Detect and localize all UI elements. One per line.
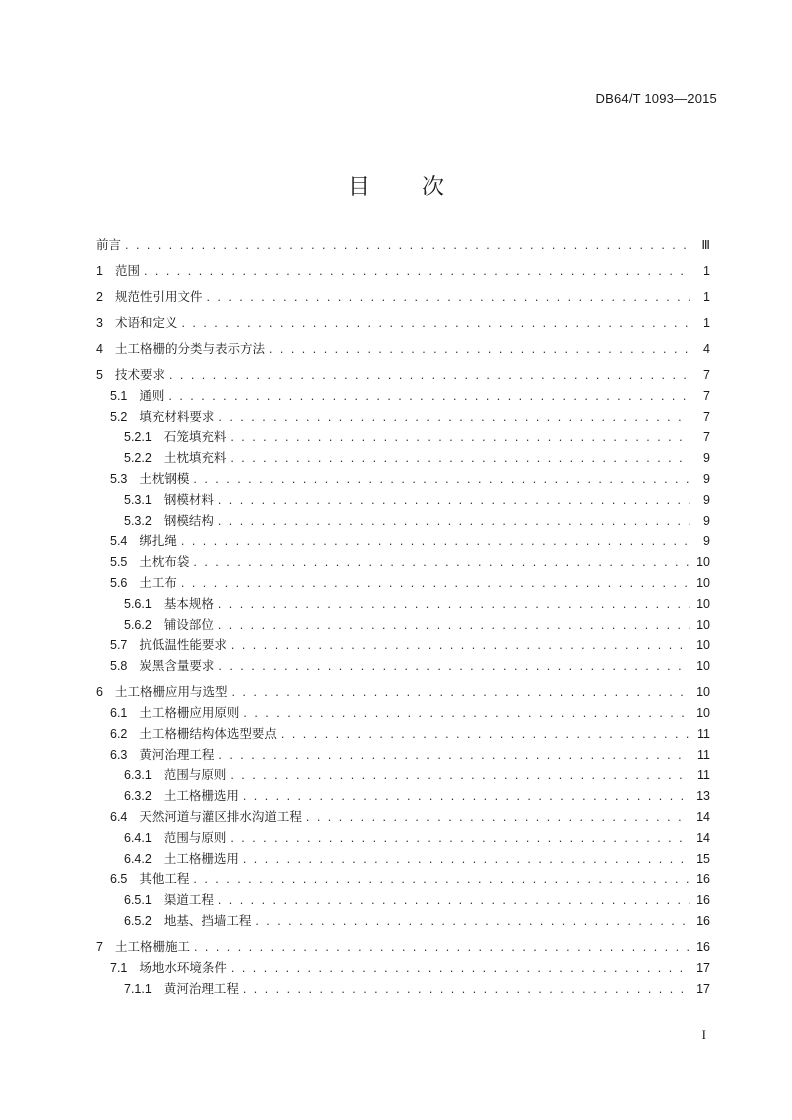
toc-entry[interactable] bbox=[96, 467, 710, 488]
toc-leader-dots bbox=[269, 340, 690, 358]
toc-entry-number: 7.1.1 bbox=[124, 981, 152, 996]
toc-entry-page: 11 bbox=[697, 726, 710, 741]
toc-leader-dots bbox=[193, 870, 690, 888]
toc-leader-dots bbox=[218, 891, 690, 909]
toc-entry-page: 15 bbox=[696, 851, 710, 866]
toc-leader-dots bbox=[168, 387, 690, 405]
toc-entry-title: 土工格栅结构体选型要点 bbox=[139, 725, 277, 741]
toc-entry[interactable] bbox=[96, 571, 710, 592]
toc-entry-number: 7.1 bbox=[110, 960, 128, 975]
title-char-1: 目 bbox=[347, 175, 370, 200]
toc-leader-dots bbox=[243, 980, 690, 998]
toc-entry[interactable] bbox=[96, 675, 710, 701]
toc-entry-title: 基本规格 bbox=[163, 595, 214, 611]
toc-entry-page: 10 bbox=[696, 596, 710, 611]
toc-entry[interactable] bbox=[96, 592, 710, 613]
toc-entry-number: 5 bbox=[96, 368, 103, 382]
toc-entry-number: 5.4 bbox=[110, 534, 128, 549]
toc-entry-number: 5.7 bbox=[110, 638, 128, 653]
toc-leader-dots bbox=[231, 636, 690, 654]
toc-entry-number: 6.4 bbox=[110, 809, 128, 824]
toc-leader-dots bbox=[218, 657, 690, 675]
toc-entry[interactable] bbox=[96, 254, 710, 280]
toc-entry-page: 7 bbox=[703, 409, 710, 424]
toc-entry-title: 土工格栅的分类与表示方法 bbox=[114, 341, 265, 356]
toc-entry-title: 土工格栅应用与选型 bbox=[114, 684, 228, 700]
toc-entry-title: 绑扎绳 bbox=[139, 533, 177, 549]
toc-entry-number: 5.6 bbox=[110, 575, 128, 590]
toc-entry-number: 5.2.1 bbox=[124, 430, 152, 445]
toc-leader-dots bbox=[218, 616, 690, 634]
toc-entry-number: 5.6.1 bbox=[124, 596, 152, 611]
toc-leader-dots bbox=[181, 574, 690, 592]
toc-entry[interactable] bbox=[96, 488, 710, 509]
page-number: I bbox=[701, 1027, 706, 1042]
toc-entry-title: 地基、挡墙工程 bbox=[163, 912, 252, 928]
toc-entry-page: 9 bbox=[703, 471, 710, 486]
toc-leader-dots bbox=[125, 236, 690, 254]
toc-entry-number: 6.1 bbox=[110, 705, 128, 720]
toc-entry-number: 1 bbox=[96, 264, 103, 278]
toc-entry-title: 抗低温性能要求 bbox=[139, 637, 227, 653]
toc-entry[interactable] bbox=[96, 634, 710, 655]
toc-entry-number: 5.1 bbox=[110, 388, 128, 403]
toc-entry-page: 10 bbox=[696, 659, 710, 674]
toc-entry-number: 6.4.1 bbox=[124, 830, 152, 845]
toc-leader-dots bbox=[230, 766, 690, 784]
toc-entry-title: 填充材料要求 bbox=[139, 408, 215, 424]
toc-entry-number: 6.5.2 bbox=[124, 913, 152, 928]
toc-entry-page: 14 bbox=[696, 830, 710, 845]
toc-leader-dots bbox=[255, 912, 690, 930]
toc-entry-number: 6.2 bbox=[110, 726, 128, 741]
table-of-contents bbox=[96, 228, 710, 998]
toc-entry-page: 10 bbox=[696, 575, 710, 590]
toc-entry-title: 铺设部位 bbox=[163, 616, 214, 632]
toc-entry-number: 5.3.1 bbox=[124, 492, 152, 507]
toc-entry[interactable] bbox=[96, 358, 710, 384]
toc-entry[interactable] bbox=[96, 956, 710, 977]
toc-entry-page: 1 bbox=[703, 264, 710, 278]
page-title bbox=[0, 170, 792, 201]
toc-entry-number: 5.2 bbox=[110, 409, 128, 424]
toc-entry[interactable] bbox=[96, 405, 710, 426]
toc-entry-page: 10 bbox=[696, 555, 710, 570]
toc-entry-page: 10 bbox=[696, 638, 710, 653]
toc-entry-page: 17 bbox=[696, 960, 710, 975]
toc-leader-dots bbox=[231, 683, 690, 701]
toc-entry-title: 土枕布袋 bbox=[139, 554, 190, 570]
toc-entry-page: 9 bbox=[703, 513, 710, 528]
toc-entry-number: 7 bbox=[96, 939, 103, 954]
toc-entry-title: 渠道工程 bbox=[163, 892, 214, 908]
toc-entry[interactable] bbox=[96, 764, 710, 785]
toc-entry[interactable] bbox=[96, 509, 710, 530]
toc-entry[interactable] bbox=[96, 530, 710, 551]
toc-entry-number: 5.6.2 bbox=[124, 617, 152, 632]
toc-leader-dots bbox=[206, 288, 690, 306]
toc-leader-dots bbox=[243, 787, 690, 805]
toc-entry[interactable] bbox=[96, 280, 710, 306]
toc-entry[interactable] bbox=[96, 306, 710, 332]
toc-entry-number: 4 bbox=[96, 342, 103, 356]
toc-leader-dots bbox=[231, 959, 690, 977]
toc-entry[interactable] bbox=[96, 228, 710, 254]
toc-entry-page: Ⅲ bbox=[701, 238, 710, 252]
toc-entry-number: 6.5 bbox=[110, 872, 128, 887]
toc-entry-page: 13 bbox=[696, 789, 710, 804]
toc-leader-dots bbox=[194, 938, 690, 956]
toc-entry-title: 钢模材料 bbox=[163, 491, 214, 507]
toc-leader-dots bbox=[218, 491, 690, 509]
toc-entry-title: 钢模结构 bbox=[163, 512, 214, 528]
toc-entry-page: 16 bbox=[696, 939, 710, 954]
toc-entry-number: 5.5 bbox=[110, 555, 128, 570]
toc-leader-dots bbox=[144, 262, 690, 280]
toc-leader-dots bbox=[230, 449, 690, 467]
toc-entry-title: 黄河治理工程 bbox=[163, 980, 239, 996]
toc-entry[interactable] bbox=[96, 426, 710, 447]
toc-entry-page: 9 bbox=[703, 492, 710, 507]
toc-entry-title: 范围与原则 bbox=[163, 829, 227, 845]
toc-entry[interactable] bbox=[96, 743, 710, 764]
toc-entry[interactable] bbox=[96, 384, 710, 405]
toc-leader-dots bbox=[243, 850, 690, 868]
toc-entry-title: 土工格栅施工 bbox=[114, 938, 190, 954]
toc-entry-title: 通则 bbox=[139, 387, 165, 403]
toc-leader-dots bbox=[230, 428, 690, 446]
toc-entry[interactable] bbox=[96, 888, 710, 909]
toc-entry-title: 术语和定义 bbox=[114, 315, 178, 330]
toc-entry[interactable] bbox=[96, 805, 710, 826]
toc-entry-number: 6.3.1 bbox=[124, 768, 152, 783]
toc-leader-dots bbox=[181, 314, 690, 332]
toc-entry[interactable] bbox=[96, 784, 710, 805]
toc-entry[interactable] bbox=[96, 332, 710, 358]
toc-entry[interactable] bbox=[96, 909, 710, 930]
toc-leader-dots bbox=[181, 532, 690, 550]
toc-entry-title: 炭黑含量要求 bbox=[139, 658, 215, 674]
toc-entry[interactable] bbox=[96, 654, 710, 675]
toc-entry-title: 土工格栅应用原则 bbox=[139, 704, 240, 720]
toc-entry-page: 1 bbox=[703, 290, 710, 304]
toc-leader-dots bbox=[243, 704, 690, 722]
toc-entry[interactable] bbox=[96, 930, 710, 956]
toc-entry-page: 11 bbox=[697, 768, 710, 783]
toc-entry-title: 土工格栅选用 bbox=[163, 850, 239, 866]
toc-entry-title: 土工格栅选用 bbox=[163, 788, 239, 804]
toc-entry[interactable] bbox=[96, 847, 710, 868]
toc-entry-number: 6 bbox=[96, 685, 103, 700]
toc-entry[interactable] bbox=[96, 446, 710, 467]
toc-entry-page: 10 bbox=[696, 705, 710, 720]
toc-leader-dots bbox=[218, 595, 690, 613]
toc-entry-page: 16 bbox=[696, 913, 710, 928]
toc-leader-dots bbox=[218, 512, 690, 530]
toc-entry-page: 16 bbox=[696, 893, 710, 908]
toc-leader-dots bbox=[281, 725, 690, 743]
toc-entry-number: 5.2.2 bbox=[124, 451, 152, 466]
toc-entry-title: 前言 bbox=[96, 237, 122, 252]
toc-leader-dots bbox=[306, 808, 690, 826]
toc-entry-title: 天然河道与灌区排水沟道工程 bbox=[139, 808, 302, 824]
toc-entry-title: 土枕填充料 bbox=[163, 450, 227, 466]
toc-entry[interactable] bbox=[96, 722, 710, 743]
toc-entry-number: 3 bbox=[96, 316, 103, 330]
toc-entry-page: 7 bbox=[703, 368, 710, 382]
toc-leader-dots bbox=[193, 470, 690, 488]
toc-entry-number: 5.3 bbox=[110, 471, 128, 486]
toc-entry-title: 技术要求 bbox=[114, 367, 165, 382]
toc-entry-page: 10 bbox=[696, 617, 710, 632]
toc-leader-dots bbox=[218, 746, 690, 764]
toc-leader-dots bbox=[193, 553, 690, 571]
toc-entry-page: 9 bbox=[703, 534, 710, 549]
toc-entry-page: 11 bbox=[697, 747, 710, 762]
toc-entry-number: 2 bbox=[96, 290, 103, 304]
toc-entry[interactable] bbox=[96, 550, 710, 571]
toc-entry-title: 土工布 bbox=[139, 574, 177, 590]
toc-entry-title: 其他工程 bbox=[139, 871, 190, 887]
toc-entry-title: 石笼填充料 bbox=[163, 429, 227, 445]
toc-entry-page: 7 bbox=[703, 430, 710, 445]
title-char-2: 次 bbox=[422, 175, 445, 200]
toc-entry[interactable] bbox=[96, 977, 710, 998]
toc-entry-page: 7 bbox=[703, 388, 710, 403]
document-code: DB64/T 1093—2015 bbox=[595, 91, 717, 106]
toc-entry-number: 6.3.2 bbox=[124, 789, 152, 804]
toc-entry-page: 9 bbox=[703, 451, 710, 466]
toc-entry-page: 14 bbox=[696, 809, 710, 824]
toc-leader-dots bbox=[218, 408, 690, 426]
toc-entry-title: 规范性引用文件 bbox=[114, 289, 203, 304]
toc-leader-dots bbox=[169, 366, 690, 384]
toc-entry-page: 10 bbox=[696, 685, 710, 700]
toc-entry-title: 范围与原则 bbox=[163, 767, 227, 783]
toc-entry[interactable] bbox=[96, 701, 710, 722]
toc-entry-number: 6.3 bbox=[110, 747, 128, 762]
toc-entry-page: 17 bbox=[696, 981, 710, 996]
toc-entry[interactable] bbox=[96, 613, 710, 634]
toc-entry-page: 4 bbox=[703, 342, 710, 356]
toc-entry-title: 范围 bbox=[114, 263, 140, 278]
toc-leader-dots bbox=[230, 829, 690, 847]
toc-entry-number: 6.4.2 bbox=[124, 851, 152, 866]
toc-entry-page: 16 bbox=[696, 872, 710, 887]
toc-entry-number: 6.5.1 bbox=[124, 893, 152, 908]
toc-entry-title: 土枕钢模 bbox=[139, 470, 190, 486]
toc-entry-number: 5.8 bbox=[110, 659, 128, 674]
toc-entry[interactable] bbox=[96, 868, 710, 889]
toc-entry[interactable] bbox=[96, 826, 710, 847]
toc-entry-page: 1 bbox=[703, 316, 710, 330]
toc-entry-number: 5.3.2 bbox=[124, 513, 152, 528]
toc-entry-title: 黄河治理工程 bbox=[139, 746, 215, 762]
toc-entry-title: 场地水环境条件 bbox=[139, 959, 227, 975]
